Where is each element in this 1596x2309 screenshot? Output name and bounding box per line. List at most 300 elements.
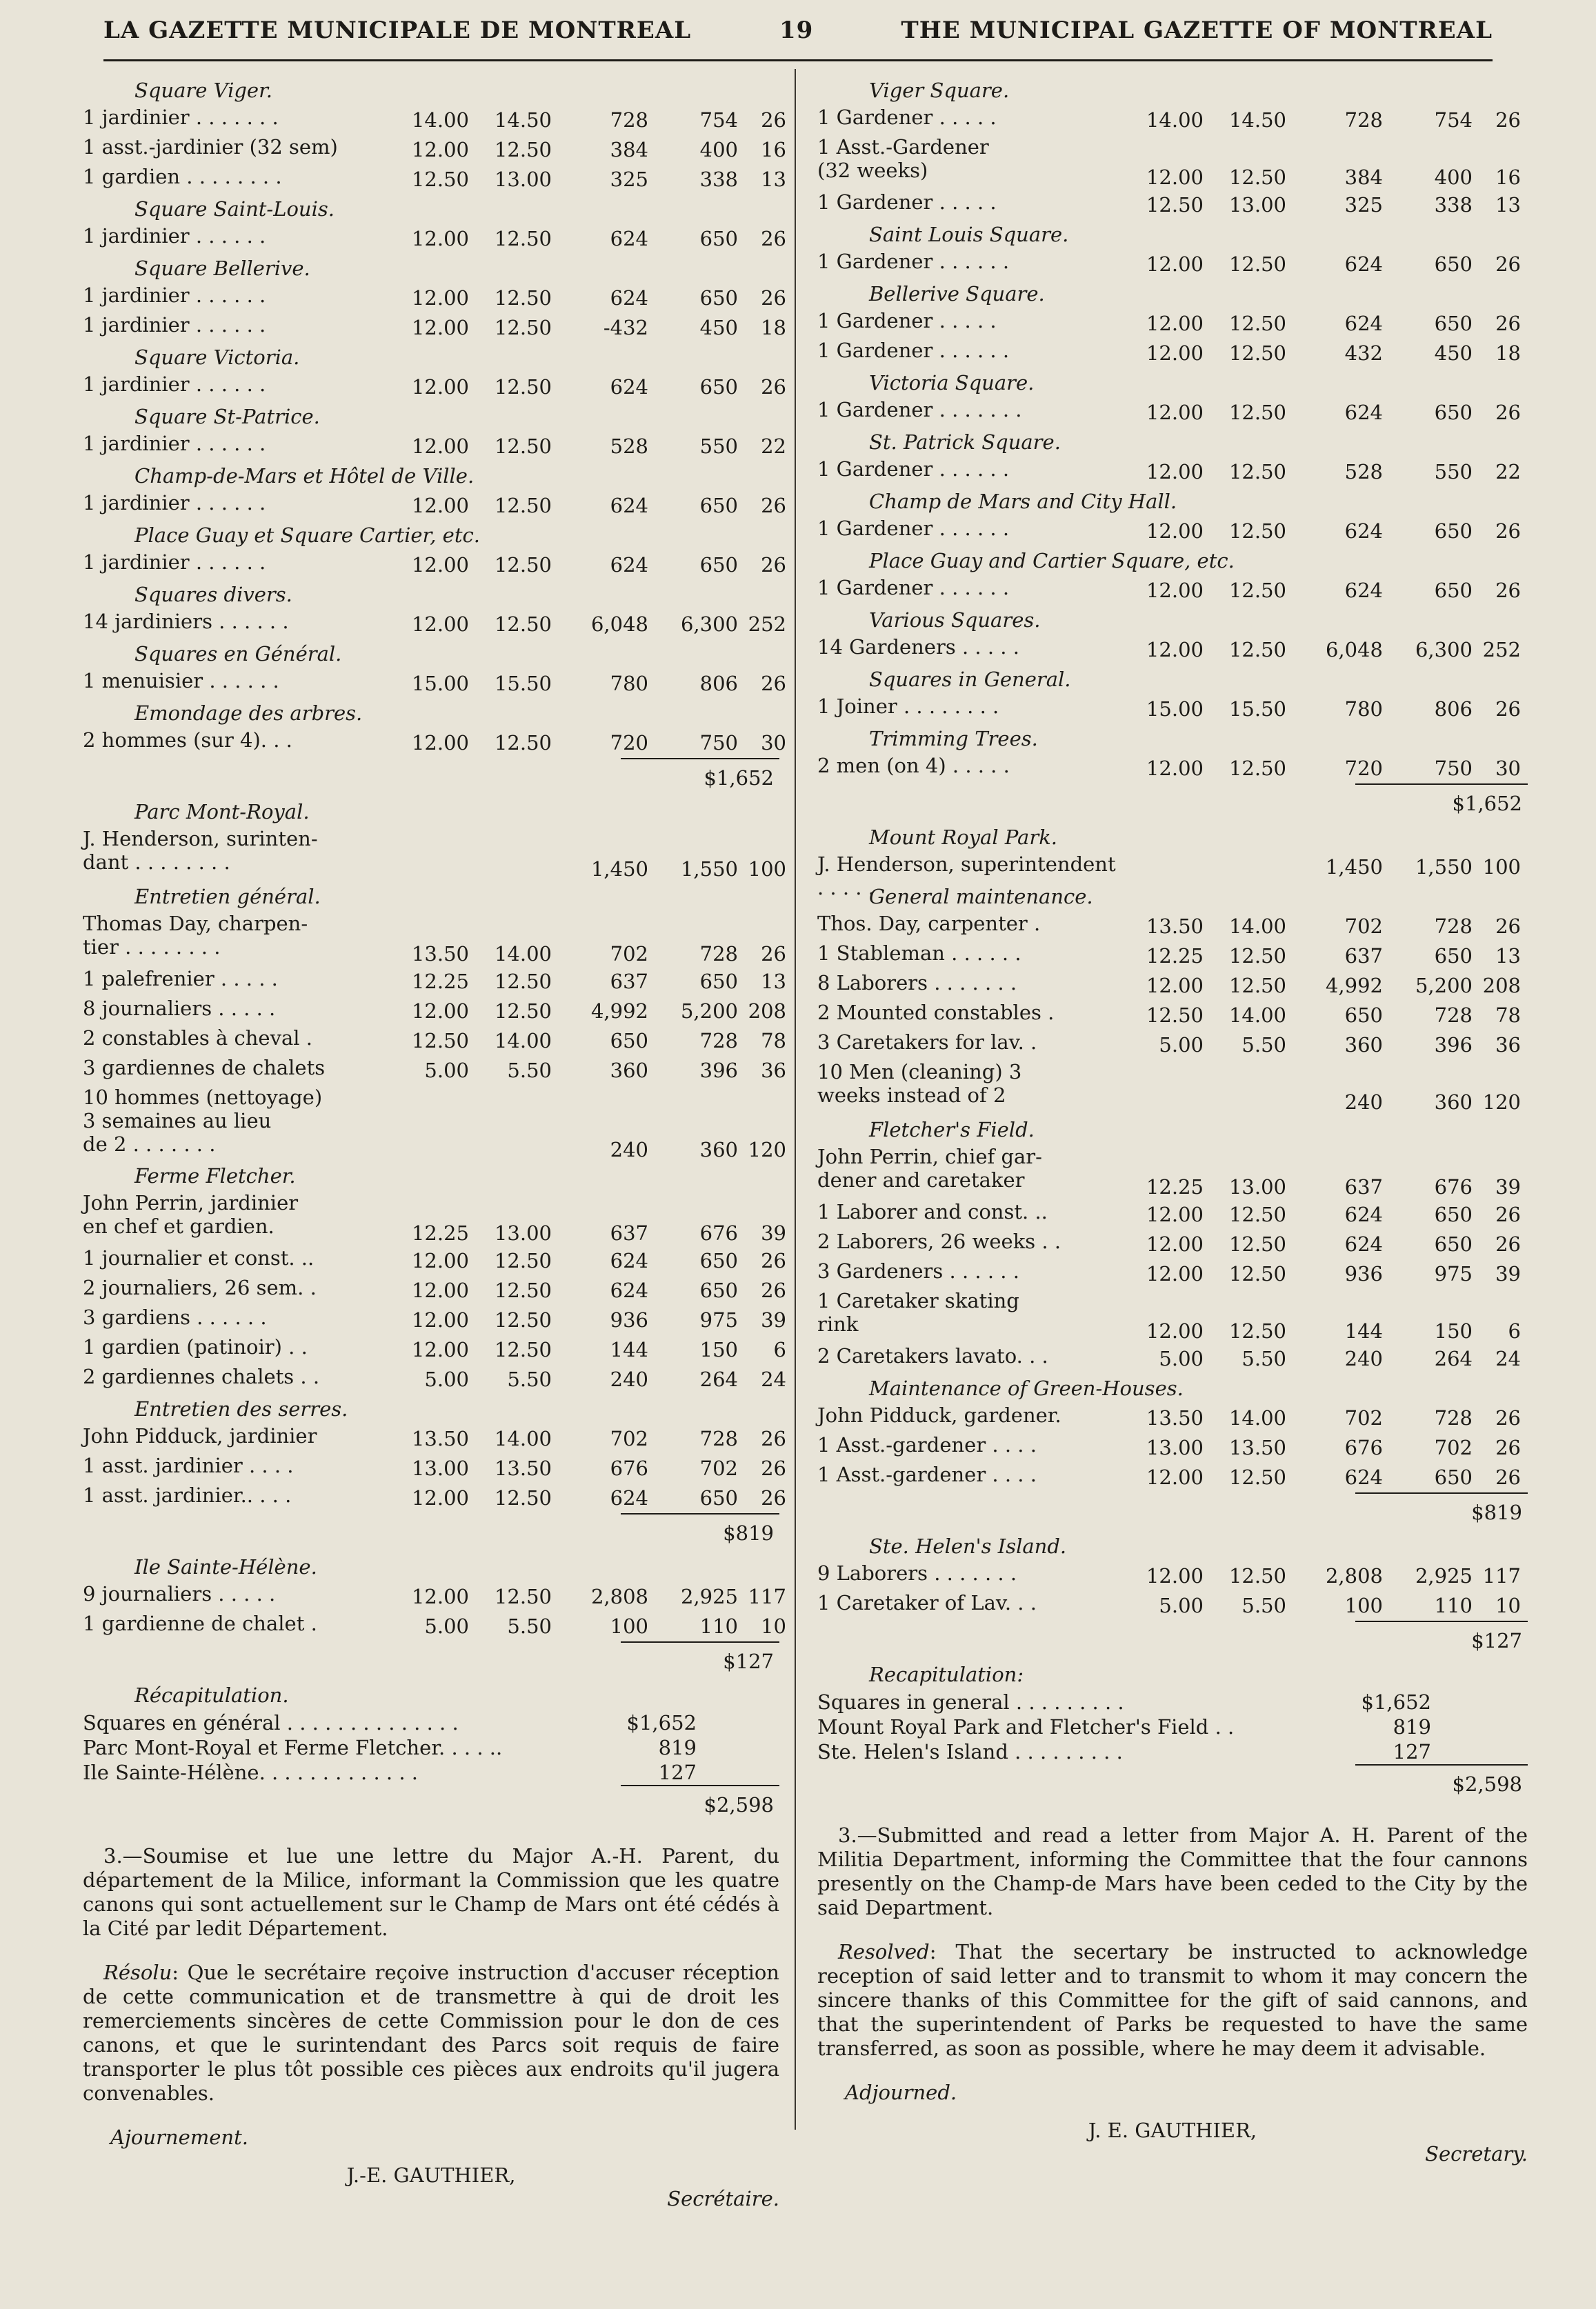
- row-label: 10 hommes (nettoyage) 3 semaines au lieu de 2 . . . . . . .: [83, 1086, 323, 1156]
- row-value: 754: [699, 108, 738, 132]
- row-value: -432: [603, 316, 648, 339]
- row-value: 36: [761, 1059, 786, 1082]
- row-value: 12.50: [1228, 1203, 1286, 1226]
- row-value: 750: [1434, 757, 1473, 780]
- resolution-text: : That the secertary be instructed to acknowledge reception of said letter and to transmit to whom it may concern the sincere thanks of this Committee for the gift of said cannons, and that the superintendent of Parks be requested to have the same transferred, as soon as possible, where he may deem it advisable.: [817, 1940, 1528, 2060]
- row-value: 624: [610, 375, 648, 399]
- row-value: 650: [699, 553, 738, 577]
- table-row: [83, 165, 786, 194]
- row-value: 650: [1434, 944, 1473, 968]
- recap-value: 819: [1393, 1715, 1431, 1739]
- row-value: 12.00: [1146, 460, 1204, 483]
- row-label: John Pidduck, jardinier: [83, 1424, 317, 1448]
- row-value: 12.50: [1228, 944, 1286, 968]
- row-value: 26: [761, 553, 786, 577]
- row-value: 6,048: [1325, 638, 1383, 661]
- row-value: 14.00: [494, 1427, 552, 1450]
- section-heading: Ste. Helen's Island.: [869, 1535, 1067, 1558]
- row-value: 12.50: [1228, 757, 1286, 780]
- section-heading: Place Guay et Square Cartier, etc.: [134, 523, 480, 547]
- paragraph-resolution: [83, 1961, 779, 2106]
- row-value: 150: [699, 1338, 738, 1361]
- header-title-en: THE MUNICIPAL GAZETTE OF MONTREAL: [901, 17, 1493, 44]
- row-value: 650: [699, 970, 738, 993]
- row-value: 12.00: [1146, 312, 1204, 335]
- table-row: [817, 1001, 1528, 1030]
- row-value: 975: [699, 1308, 738, 1332]
- row-label: 1 jardinier . . . . . .: [83, 283, 266, 307]
- row-value: 240: [1344, 1090, 1383, 1114]
- row-value: 400: [699, 138, 738, 161]
- row-value: 624: [1344, 1232, 1383, 1256]
- row-value: 14.50: [494, 108, 552, 132]
- section-heading: Square St-Patrice.: [134, 405, 320, 428]
- row-value: 26: [1495, 252, 1521, 276]
- table-row: [817, 1145, 1528, 1200]
- row-label: 3 gardiens . . . . . .: [83, 1306, 267, 1329]
- row-value: 26: [761, 108, 786, 132]
- row-value: 624: [610, 286, 648, 310]
- row-value: 975: [1434, 1262, 1473, 1286]
- row-label: 1 palefrenier . . . . .: [83, 967, 278, 990]
- table-row: [817, 1060, 1528, 1115]
- row-value: 5.50: [1241, 1347, 1286, 1370]
- recap-label: Squares en général . . . . . . . . . . . . . .: [83, 1711, 459, 1735]
- signature-title: Secretary.: [1425, 2142, 1528, 2166]
- row-value: 30: [1495, 757, 1521, 780]
- row-value: 936: [610, 1308, 648, 1332]
- recap-row: [817, 1739, 1528, 1764]
- section-heading: Viger Square.: [869, 79, 1010, 102]
- subtotal: $819: [621, 1513, 779, 1552]
- row-value: 26: [1495, 1406, 1521, 1430]
- row-value: 720: [1344, 757, 1383, 780]
- row-value: 650: [1434, 519, 1473, 543]
- row-value: 26: [761, 1486, 786, 1510]
- table-row: [83, 1335, 786, 1365]
- row-label: Thos. Day, carpenter .: [817, 912, 1041, 935]
- row-value: 6,300: [680, 612, 738, 636]
- row-label: 1 Caretaker of Lav. . .: [817, 1591, 1037, 1615]
- row-value: 12.00: [411, 553, 469, 577]
- row-value: 750: [699, 731, 738, 754]
- section-heading: Square Saint-Louis.: [134, 197, 335, 221]
- row-value: 384: [610, 138, 648, 161]
- row-value: 13.00: [411, 1457, 469, 1480]
- row-value: 702: [1344, 914, 1383, 938]
- section-heading: Saint Louis Square.: [869, 223, 1069, 246]
- row-value: 12.25: [1146, 1175, 1204, 1199]
- subtotal: $1,652: [1355, 783, 1528, 823]
- table-row: [83, 283, 786, 313]
- row-label: 1 Gardener . . . . . .: [817, 576, 1010, 599]
- table-row: [817, 754, 1528, 783]
- recap-row: [83, 1735, 779, 1760]
- row-value: 12.00: [1146, 1262, 1204, 1286]
- row-value: 624: [1344, 1203, 1383, 1226]
- section-heading: St. Patrick Square.: [869, 430, 1061, 454]
- section-heading: Champ de Mars and City Hall.: [869, 490, 1177, 513]
- row-value: 12.00: [411, 316, 469, 339]
- row-value: 10: [1495, 1594, 1521, 1617]
- row-value: 528: [1344, 460, 1383, 483]
- row-value: 650: [610, 1029, 648, 1052]
- row-label: 9 Laborers . . . . . . .: [817, 1561, 1017, 1585]
- row-value: 12.00: [411, 138, 469, 161]
- row-value: 12.00: [411, 1585, 469, 1608]
- row-value: 13.00: [494, 1221, 552, 1245]
- section-heading: Mount Royal Park.: [869, 826, 1057, 849]
- row-value: 5.50: [1241, 1594, 1286, 1617]
- row-value: 12.00: [411, 494, 469, 517]
- row-label: 2 gardiennes chalets . .: [83, 1365, 320, 1388]
- row-value: 12.50: [1146, 1003, 1204, 1027]
- row-value: 39: [1495, 1175, 1521, 1199]
- row-value: 702: [610, 942, 648, 966]
- row-value: 5.50: [507, 1059, 552, 1082]
- row-value: 5.50: [507, 1615, 552, 1638]
- section-heading: Recapitulation:: [869, 1663, 1024, 1686]
- row-label: 2 men (on 4) . . . . .: [817, 754, 1010, 777]
- section-heading: Various Squares.: [869, 608, 1041, 632]
- row-value: 528: [610, 434, 648, 458]
- row-value: 18: [1495, 341, 1521, 365]
- row-value: 13: [1495, 193, 1521, 217]
- table-row: [83, 1056, 786, 1086]
- row-value: 24: [1495, 1347, 1521, 1370]
- row-label: 8 Laborers . . . . . . .: [817, 971, 1017, 994]
- row-value: 12.50: [1228, 166, 1286, 189]
- section-heading: Ferme Fletcher.: [134, 1164, 296, 1188]
- row-value: 12.50: [494, 138, 552, 161]
- row-value: 12.00: [411, 434, 469, 458]
- row-label: 1 menuisier . . . . . .: [83, 669, 279, 692]
- section-heading: Emondage des arbres.: [134, 701, 363, 725]
- row-value: 12.50: [494, 494, 552, 517]
- row-value: 12.50: [1228, 1262, 1286, 1286]
- row-value: 728: [1434, 914, 1473, 938]
- row-value: 15.50: [494, 672, 552, 695]
- row-value: 12.50: [1228, 312, 1286, 335]
- row-value: 12.50: [494, 999, 552, 1023]
- row-value: 12.25: [1146, 944, 1204, 968]
- row-value: 26: [1495, 914, 1521, 938]
- row-value: 325: [1344, 193, 1383, 217]
- row-value: 100: [1482, 855, 1521, 879]
- row-value: 12.50: [411, 1029, 469, 1052]
- row-value: 5.50: [1241, 1033, 1286, 1057]
- section-heading: Square Viger.: [134, 79, 272, 102]
- row-value: 12.50: [1228, 638, 1286, 661]
- row-value: 26: [761, 1427, 786, 1450]
- recap-value: 127: [658, 1761, 697, 1784]
- row-value: 12.50: [494, 1486, 552, 1510]
- section-heading: Victoria Square.: [869, 371, 1035, 394]
- recap-value: $1,652: [1361, 1690, 1431, 1714]
- table-row: [817, 398, 1528, 428]
- row-value: 24: [761, 1368, 786, 1391]
- row-value: 12.50: [1228, 1564, 1286, 1588]
- row-value: 12.00: [411, 1249, 469, 1272]
- section-heading: Ile Sainte-Hélène.: [134, 1555, 317, 1579]
- row-value: 13: [761, 970, 786, 993]
- row-value: 676: [1434, 1175, 1473, 1199]
- paragraph-letter: 3.—Submitted and read a letter from Major A. H. Parent of the Militia Department, informing the Committee that the four cannons presently on the Champ-de Mars have been ceded to the City by the said Department.: [817, 1823, 1528, 1919]
- table-row: [83, 1582, 786, 1612]
- row-value: 396: [1434, 1033, 1473, 1057]
- row-label: 2 journaliers, 26 sem. .: [83, 1276, 317, 1299]
- signature-title: Secrétaire.: [667, 2187, 779, 2210]
- subtotal: $127: [621, 1641, 779, 1681]
- row-value: 26: [761, 494, 786, 517]
- row-value: 12.00: [411, 227, 469, 250]
- table-row: [83, 1276, 786, 1306]
- row-value: 12.50: [1228, 252, 1286, 276]
- row-value: 728: [699, 1029, 738, 1052]
- row-value: 12.00: [411, 1486, 469, 1510]
- row-value: 12.00: [1146, 974, 1204, 997]
- row-value: 384: [1344, 166, 1383, 189]
- table-row: [817, 1403, 1528, 1433]
- row-label: 1 jardinier . . . . . .: [83, 432, 266, 455]
- row-value: 702: [699, 1457, 738, 1480]
- row-value: 396: [699, 1059, 738, 1082]
- row-value: 264: [1434, 1347, 1473, 1370]
- row-label: 1 Asst.-gardener . . . .: [817, 1463, 1037, 1486]
- row-value: 12.50: [1228, 519, 1286, 543]
- row-value: 450: [699, 316, 738, 339]
- row-value: 13.50: [411, 942, 469, 966]
- row-value: 26: [761, 1249, 786, 1272]
- row-value: 12.50: [1228, 1319, 1286, 1343]
- row-value: 26: [1495, 1436, 1521, 1459]
- row-label: John Perrin, jardinier en chef et gardien.: [83, 1191, 299, 1238]
- row-label: 3 Gardeners . . . . . .: [817, 1259, 1019, 1283]
- row-value: 26: [1495, 1203, 1521, 1226]
- section-heading: Maintenance of Green-Houses.: [869, 1377, 1184, 1400]
- row-value: 12.50: [1228, 579, 1286, 602]
- signature-name: J.-E. GAUTHIER,: [346, 2163, 516, 2187]
- row-value: 400: [1434, 166, 1473, 189]
- row-value: 12.50: [1228, 974, 1286, 997]
- resolution-text: : Que le secrétaire reçoive instruction d'accuser réception de cette communication et de transmettre à qui de droit les remerciements sincères de cette Commission pour le don de ces canons, et que le surintendant des Parcs soit requis de faire transporter le plus tôt possible ces pièces aux endroits qu'il jugera convenables.: [83, 1961, 779, 2105]
- section-heading: Entretien des serres.: [134, 1397, 348, 1421]
- row-value: 12.50: [1146, 193, 1204, 217]
- row-value: 806: [1434, 697, 1473, 721]
- row-value: 650: [1434, 1466, 1473, 1489]
- row-value: 14.00: [1228, 914, 1286, 938]
- table-row: [817, 135, 1528, 190]
- row-label: 1 jardinier . . . . . .: [83, 372, 266, 396]
- row-value: 12.00: [411, 731, 469, 754]
- row-value: 240: [1344, 1347, 1383, 1370]
- row-label: 1 asst. jardinier.. . . .: [83, 1483, 292, 1507]
- row-value: 650: [699, 286, 738, 310]
- header-rule: [103, 59, 1493, 61]
- row-value: 637: [1344, 1175, 1383, 1199]
- row-value: 637: [610, 1221, 648, 1245]
- row-value: 110: [699, 1615, 738, 1638]
- row-value: 12.50: [494, 1338, 552, 1361]
- section-heading: Fletcher's Field.: [869, 1118, 1035, 1141]
- row-label: 1 jardinier . . . . . .: [83, 313, 266, 337]
- row-value: 637: [1344, 944, 1383, 968]
- row-value: 6,048: [590, 612, 648, 636]
- row-label: Thomas Day, charpen- tier . . . . . . . .: [83, 912, 308, 959]
- row-value: 12.00: [411, 375, 469, 399]
- row-value: 16: [761, 138, 786, 161]
- row-value: 13: [1495, 944, 1521, 968]
- row-value: 5.00: [1159, 1594, 1204, 1617]
- row-value: 780: [610, 672, 648, 695]
- row-value: 14.00: [494, 1029, 552, 1052]
- table-row: [817, 1344, 1528, 1374]
- row-value: 12.00: [1146, 519, 1204, 543]
- row-value: 360: [1344, 1033, 1383, 1057]
- row-value: 12.00: [411, 286, 469, 310]
- row-value: 12.50: [1228, 401, 1286, 424]
- row-label: 1 Gardener . . . . . .: [817, 339, 1010, 362]
- row-value: 1,550: [1415, 855, 1473, 879]
- row-value: 117: [748, 1585, 786, 1608]
- row-value: 26: [761, 1279, 786, 1302]
- table-row: [83, 1612, 786, 1641]
- row-value: 12.25: [411, 970, 469, 993]
- row-label: John Pidduck, gardener.: [817, 1403, 1061, 1427]
- row-value: 624: [1344, 312, 1383, 335]
- table-row: [83, 1191, 786, 1246]
- row-value: 624: [610, 553, 648, 577]
- row-value: 13.00: [1146, 1436, 1204, 1459]
- row-value: 13.00: [494, 168, 552, 191]
- row-label: 1 jardinier . . . . . .: [83, 491, 266, 514]
- section-heading: Square Bellerive.: [134, 257, 310, 280]
- row-value: 22: [761, 434, 786, 458]
- table-row: [83, 135, 786, 165]
- row-value: 720: [610, 731, 648, 754]
- table-row: [817, 1591, 1528, 1621]
- row-value: 26: [1495, 312, 1521, 335]
- row-label: J. Henderson, surinten- dant . . . . . . . .: [83, 827, 318, 874]
- row-value: 12.00: [411, 612, 469, 636]
- row-value: 16: [1495, 166, 1521, 189]
- row-value: 12.00: [1146, 401, 1204, 424]
- row-value: 26: [761, 286, 786, 310]
- row-value: 360: [610, 1059, 648, 1082]
- row-value: 12.50: [494, 316, 552, 339]
- recap-label: Parc Mont-Royal et Ferme Fletcher. . . . ..: [83, 1736, 503, 1759]
- row-value: 5,200: [680, 999, 738, 1023]
- section-heading: Squares in General.: [869, 668, 1071, 691]
- row-value: 14.00: [494, 942, 552, 966]
- table-row: [83, 372, 786, 402]
- row-value: 26: [1495, 519, 1521, 543]
- row-value: 22: [1495, 460, 1521, 483]
- row-value: 550: [699, 434, 738, 458]
- row-value: 650: [699, 1486, 738, 1510]
- table-row: [83, 669, 786, 699]
- row-value: 12.50: [494, 1308, 552, 1332]
- row-label: 9 journaliers . . . . .: [83, 1582, 276, 1606]
- row-value: 264: [699, 1368, 738, 1391]
- row-value: 728: [610, 108, 648, 132]
- table-row: [83, 224, 786, 254]
- row-value: 12.50: [494, 375, 552, 399]
- row-value: 26: [1495, 697, 1521, 721]
- row-label: 2 Mounted constables .: [817, 1001, 1055, 1024]
- row-value: 12.50: [494, 227, 552, 250]
- recap-row: [83, 1760, 779, 1785]
- row-label: 1 jardinier . . . . . . .: [83, 106, 279, 129]
- table-row: [817, 309, 1528, 339]
- row-label: 1 Gardener . . . . .: [817, 309, 997, 332]
- row-value: 12.50: [494, 612, 552, 636]
- table-row: [83, 1424, 786, 1454]
- table-row: [817, 1463, 1528, 1492]
- row-value: 12.50: [494, 1279, 552, 1302]
- row-value: 650: [699, 227, 738, 250]
- row-value: 650: [699, 375, 738, 399]
- row-value: 5,200: [1415, 974, 1473, 997]
- row-label: 2 Caretakers lavato. . .: [817, 1344, 1048, 1368]
- header-title-fr: LA GAZETTE MUNICIPALE DE MONTREAL: [103, 17, 692, 44]
- row-value: 12.00: [1146, 579, 1204, 602]
- table-row: [83, 997, 786, 1026]
- row-value: 2,808: [590, 1585, 648, 1608]
- row-value: 12.00: [411, 1279, 469, 1302]
- subtotal: $819: [1355, 1492, 1528, 1532]
- row-value: 728: [1344, 108, 1383, 132]
- row-value: 5.00: [424, 1059, 469, 1082]
- recap-row: [817, 1690, 1528, 1715]
- row-value: 15.50: [1228, 697, 1286, 721]
- row-label: 1 Gardener . . . . . .: [817, 250, 1010, 273]
- row-value: 12.00: [1146, 1564, 1204, 1588]
- row-value: 15.00: [411, 672, 469, 695]
- row-value: 5.00: [1159, 1033, 1204, 1057]
- subtotal: $1,652: [621, 758, 779, 797]
- table-row: [817, 1230, 1528, 1259]
- row-value: 650: [699, 1249, 738, 1272]
- row-value: 4,992: [590, 999, 648, 1023]
- row-label: 14 jardiniers . . . . . .: [83, 610, 289, 633]
- row-value: 30: [761, 731, 786, 754]
- row-value: 240: [610, 1138, 648, 1161]
- row-value: 18: [761, 316, 786, 339]
- row-value: 676: [1344, 1436, 1383, 1459]
- row-value: 14.00: [1228, 1003, 1286, 1027]
- row-value: 702: [1344, 1406, 1383, 1430]
- row-label: 1 Gardener . . . . .: [817, 190, 997, 214]
- table-row: [817, 694, 1528, 724]
- row-label: 2 constables à cheval .: [83, 1026, 312, 1050]
- row-value: 39: [761, 1308, 786, 1332]
- table-row: [83, 491, 786, 521]
- row-value: 624: [1344, 519, 1383, 543]
- row-value: 36: [1495, 1033, 1521, 1057]
- paragraph-letter: 3.—Soumise et lue une lettre du Major A.-H. Parent, du département de la Milice, informant la Commission que les quatre canons qui sont actuellement sur le Champ de Mars ont été cédés à la Cité par ledit Département.: [83, 1844, 779, 1940]
- row-label: 3 gardiennes de chalets: [83, 1056, 326, 1079]
- row-value: 624: [610, 494, 648, 517]
- section-heading: General maintenance.: [869, 885, 1093, 908]
- row-value: 1,450: [590, 857, 648, 881]
- row-value: 144: [610, 1338, 648, 1361]
- resolution-keyword: Resolved: [838, 1940, 930, 1963]
- table-row: [817, 576, 1528, 606]
- row-value: 26: [761, 672, 786, 695]
- recap-label: Ste. Helen's Island . . . . . . . . .: [817, 1740, 1123, 1763]
- row-value: 12.50: [1228, 1232, 1286, 1256]
